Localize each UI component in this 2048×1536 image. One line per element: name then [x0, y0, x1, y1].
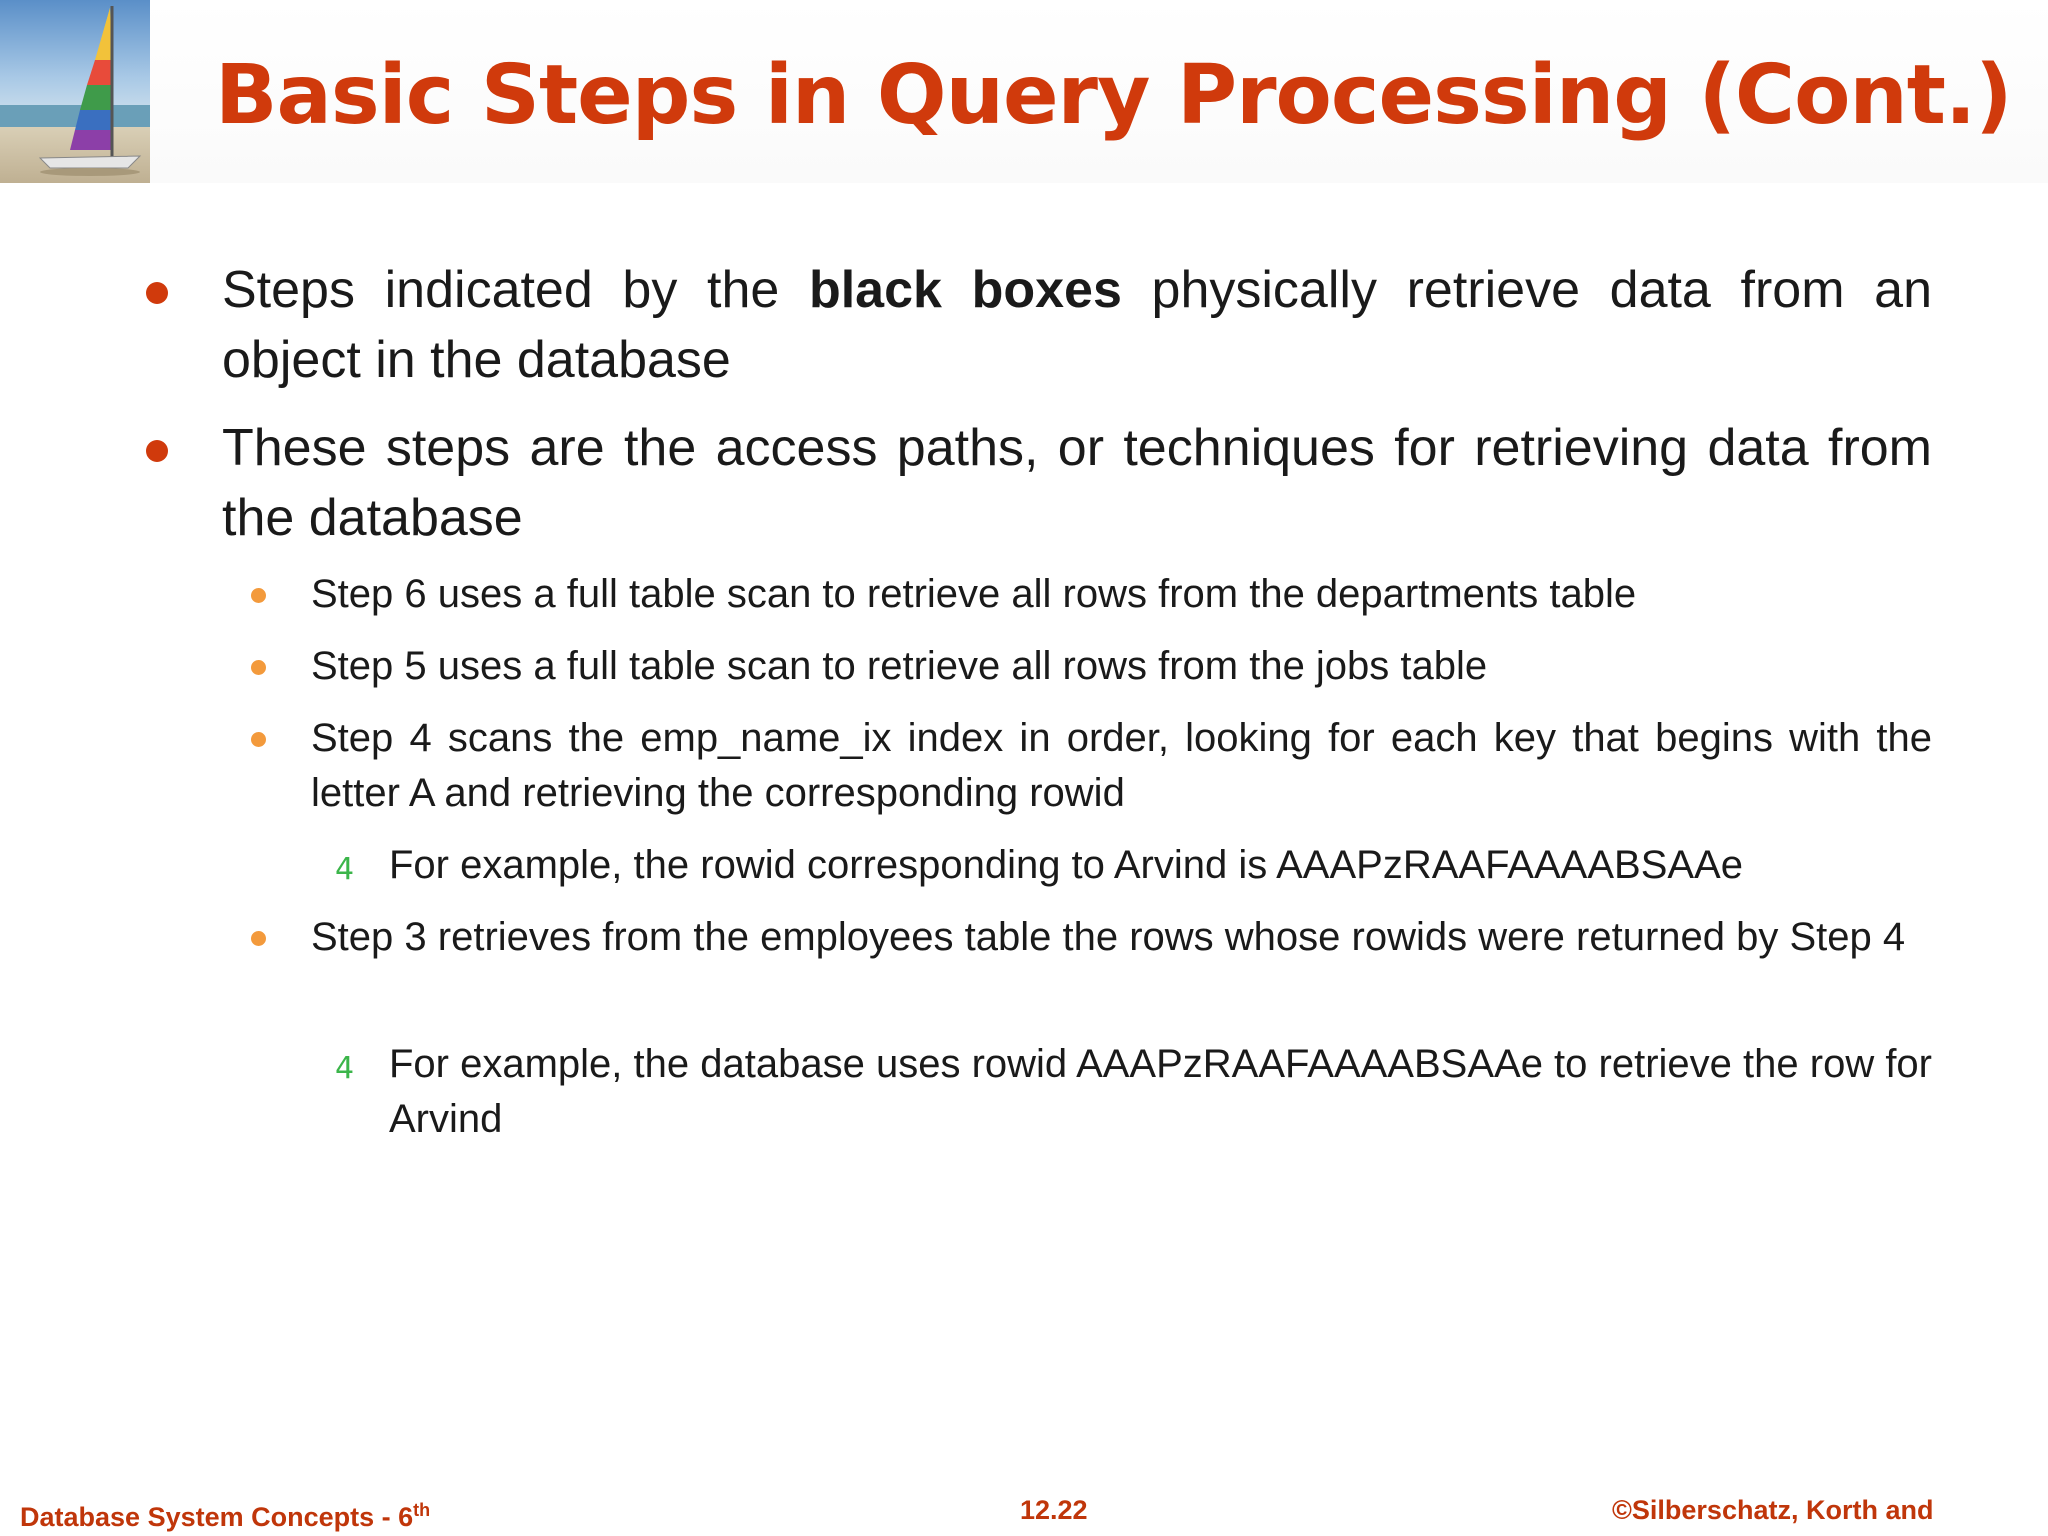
bullet-dot-icon [251, 588, 266, 603]
footer-copyright: ©Silberschatz, Korth and [1612, 1495, 1934, 1525]
bullet-level2 [311, 567, 1932, 622]
bullet-level2 [311, 639, 1932, 694]
bullet-level2 [311, 711, 1932, 821]
bullet-bold-text: black boxes [808, 261, 1122, 319]
bullet-level3 [335, 1037, 1932, 1147]
bullet-text: Step 5 uses a full table scan to retrieve all rows from the jobs table [311, 644, 1488, 688]
bullet-level1 [222, 413, 1932, 553]
bullet-level1 [222, 255, 1932, 395]
bullet-text-start: Steps indicated by the [222, 261, 809, 319]
bullet-dot-icon [251, 660, 266, 675]
footer-left-text: Database System Concepts - 6 [20, 1502, 414, 1532]
bullet-text: Step 3 retrieves from the employees table the rows whose rowids were returned by Step 4 [311, 915, 1906, 959]
bullet-dot-icon [146, 440, 168, 462]
bullet-text: These steps are the access paths, or techniques for retrieving data from the database [222, 419, 1932, 547]
footer-book-title [20, 1493, 430, 1534]
bullet-dot-icon [251, 732, 266, 747]
footer-left-sup: th [413, 1500, 431, 1520]
bullet-marker: 4 [335, 852, 355, 887]
bullet-text [222, 255, 1932, 395]
bullet-dot-icon [251, 931, 266, 946]
bullet-dot-icon [146, 282, 168, 304]
sailboat-logo-icon [0, 0, 150, 183]
bullet-level3 [335, 838, 1932, 893]
bullet-level2 [311, 910, 1932, 965]
footer-page-number: 12.22 [1020, 1495, 1088, 1525]
bullet-text: For example, the rowid corresponding to Arvind is AAAPzRAAFAAAABSAAe [389, 843, 1743, 887]
bullet-text: Step 6 uses a full table scan to retrieve all rows from the departments table [311, 572, 1637, 616]
slide-title: Basic Steps in Query Processing (Cont.) [215, 48, 2012, 143]
bullet-text-end: physically retrieve data from an object in the database [222, 261, 1933, 389]
bullet-text: For example, the database uses rowid AAAPzRAAFAAAABSAAe to retrieve the row for Arvind [389, 1042, 1932, 1141]
bullet-marker: 4 [335, 1051, 355, 1086]
bullet-text: Step 4 scans the emp_name_ix index in order, looking for each key that begins with the letter A and retrieving the corresponding rowid [311, 716, 1932, 815]
